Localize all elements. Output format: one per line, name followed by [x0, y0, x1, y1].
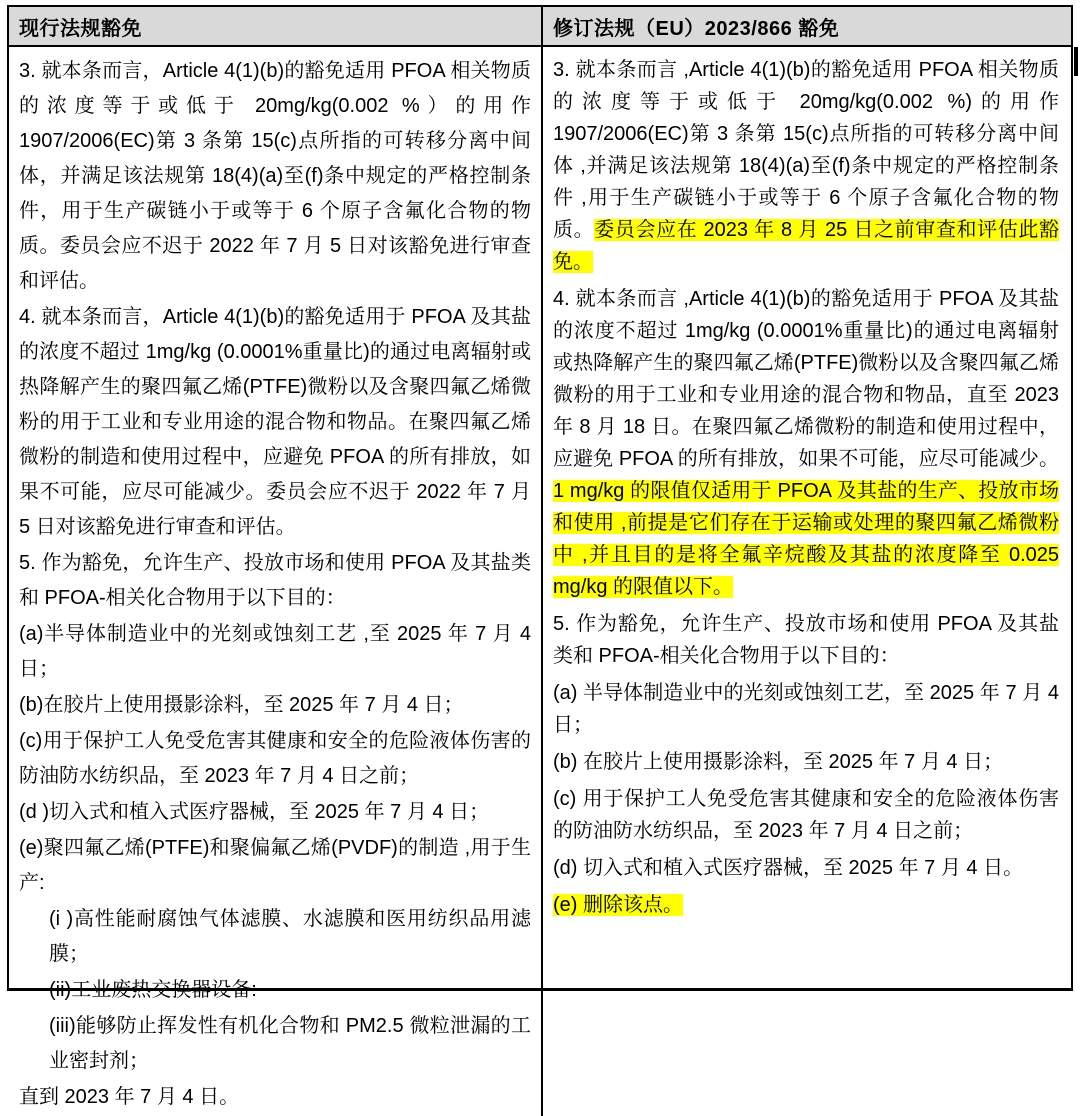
paragraph [19, 300, 531, 545]
paragraph [19, 54, 531, 299]
body-text: (b)在胶片上使用摄影涂料，至 2025 年 7 月 4 日； [19, 694, 464, 716]
body-text: 3. 就本条而言 ,Article 4(1)(b)的豁免适用 PFOA 相关物质的浓度等于或低于 20mg/kg(0.002 %)的用作 1907/2006(EC)第 3 条第 15(c)点所指的可转移分离中间体 ,并满足该法规第 18(4)(a)至(f)条中规定的严格控制条件 ,用于生产碳链小于或等于 6 个原子含氟化合物的物质。 [553, 59, 1059, 241]
paragraph [553, 852, 1059, 884]
comparison-table [7, 5, 1073, 1108]
paragraph [553, 283, 1059, 603]
paragraph [553, 783, 1059, 847]
paragraph [19, 831, 531, 901]
table-header-row [9, 7, 1071, 47]
body-text: (a)半导体制造业中的光刻或蚀刻工艺 ,至 2025 年 7 月 4 日； [19, 623, 531, 680]
body-text: 直到 2023 年 7 月 4 日。 [19, 1086, 240, 1108]
body-text: 3. 就本条而言，Article 4(1)(b)的豁免适用 PFOA 相关物质的浓度等于或低于 20mg/kg(0.002 %）的用作 1907/2006(EC)第 3 条第 15(c)点所指的可转移分离中间体，并满足该法规第 18(4)(a)至(f)条中规定的严格控制条件，用于生产碳链小于或等于 6 个原子含氟化合物的物质。委员会应不迟于 2022 年 7 月 5 日对该豁免进行审查和评估。 [19, 60, 531, 292]
paragraph [19, 617, 531, 687]
table-body-row [9, 47, 1071, 1116]
scrollbar-thumb[interactable] [1074, 47, 1078, 76]
body-text: (d) 切入式和植入式医疗器械，至 2025 年 7 月 4 日。 [553, 857, 1024, 879]
body-text: (iii)能够防止挥发性有机化合物和 PM2.5 微粒泄漏的工业密封剂； [49, 1015, 531, 1072]
highlighted-text: 1 mg/kg 的限值仅适用于 PFOA 及其盐的生产、投放市场和使用 ,前提是它们存在于运输或处理的聚四氟乙烯微粉中 ,并且目的是将全氟辛烷酸及其盐的浓度降至 0.025 mg/kg 的限值以下。 [553, 480, 1059, 598]
body-text: (a) 半导体制造业中的光刻或蚀刻工艺，至 2025 年 7 月 4 日； [553, 682, 1059, 736]
body-text: (c) 用于保护工人免受危害其健康和安全的危险液体伤害的防油防水纺织品，至 2023 年 7 月 4 日之前； [553, 788, 1059, 842]
highlighted-text: 委员会应在 2023 年 8 月 25 日之前审查和评估此豁免。 [553, 219, 1059, 273]
paragraph [553, 677, 1059, 741]
paragraph [19, 724, 531, 794]
body-text: (b) 在胶片上使用摄影涂料，至 2025 年 7 月 4 日； [553, 751, 1004, 773]
paragraph [19, 902, 531, 972]
paragraph [553, 889, 1059, 921]
body-text: 5. 作为豁免，允许生产、投放市场和使用 PFOA 及其盐类和 PFOA-相关化合物用于以下目的： [553, 613, 1059, 667]
body-text: 4. 就本条而言，Article 4(1)(b)的豁免适用于 PFOA 及其盐的浓度不超过 1mg/kg (0.0001%重量比)的通过电离辐射或热降解产生的聚四氟乙烯(PTFE)微粉以及含聚四氟乙烯微粉的用于工业和专业用途的混合物和物品。在聚四氟乙烯微粉的制造和使用过程中，应避免 PFOA 的所有排放，如果不可能，应尽可能减少。委员会应不迟于 2022 年 7 月 5 日对该豁免进行审查和评估。 [19, 306, 531, 538]
paragraph [19, 546, 531, 616]
body-text: (c)用于保护工人免受危害其健康和安全的危险液体伤害的防油防水纺织品，至 2023 年 7 月 4 日之前； [19, 730, 531, 787]
paragraph [553, 746, 1059, 778]
paragraph [19, 795, 531, 830]
paragraph [553, 608, 1059, 672]
paragraph [19, 1080, 531, 1115]
paragraph [19, 1009, 531, 1079]
header-cell-current-regulation: 现行法规豁免 [9, 7, 543, 45]
revised-regulation-cell [543, 47, 1071, 1116]
current-regulation-cell [9, 47, 543, 1116]
paragraph [19, 688, 531, 723]
body-text: (e)聚四氟乙烯(PTFE)和聚偏氟乙烯(PVDF)的制造 ,用于生产: [19, 837, 531, 894]
body-text: (ii)工业废热交换器设备: [49, 979, 257, 1001]
header-cell-revised-regulation: 修订法规（EU）2023/866 豁免 [553, 17, 840, 40]
body-text: 4. 就本条而言 ,Article 4(1)(b)的豁免适用于 PFOA 及其盐的浓度不超过 1mg/kg (0.0001%重量比)的通过电离辐射或热降解产生的聚四氟乙烯(PTFE)微粉以及含聚四氟乙烯微粉的用于工业和专业用途的混合物和物品，直至 2023 年 8 月 18 日。在聚四氟乙烯微粉的制造和使用过程中，应避免 PFOA 的所有排放，如果不可能，应尽可能减少。 [553, 288, 1059, 470]
paragraph [553, 54, 1059, 278]
paragraph [19, 973, 531, 1008]
body-text: (i )高性能耐腐蚀气体滤膜、水滤膜和医用纺织品用滤膜； [49, 908, 531, 965]
body-text: 5. 作为豁免，允许生产、投放市场和使用 PFOA 及其盐类和 PFOA-相关化合物用于以下目的： [19, 552, 531, 609]
body-text: (d )切入式和植入式医疗器械，至 2025 年 7 月 4 日； [19, 801, 490, 823]
highlighted-text: (e) 删除该点。 [553, 894, 683, 916]
